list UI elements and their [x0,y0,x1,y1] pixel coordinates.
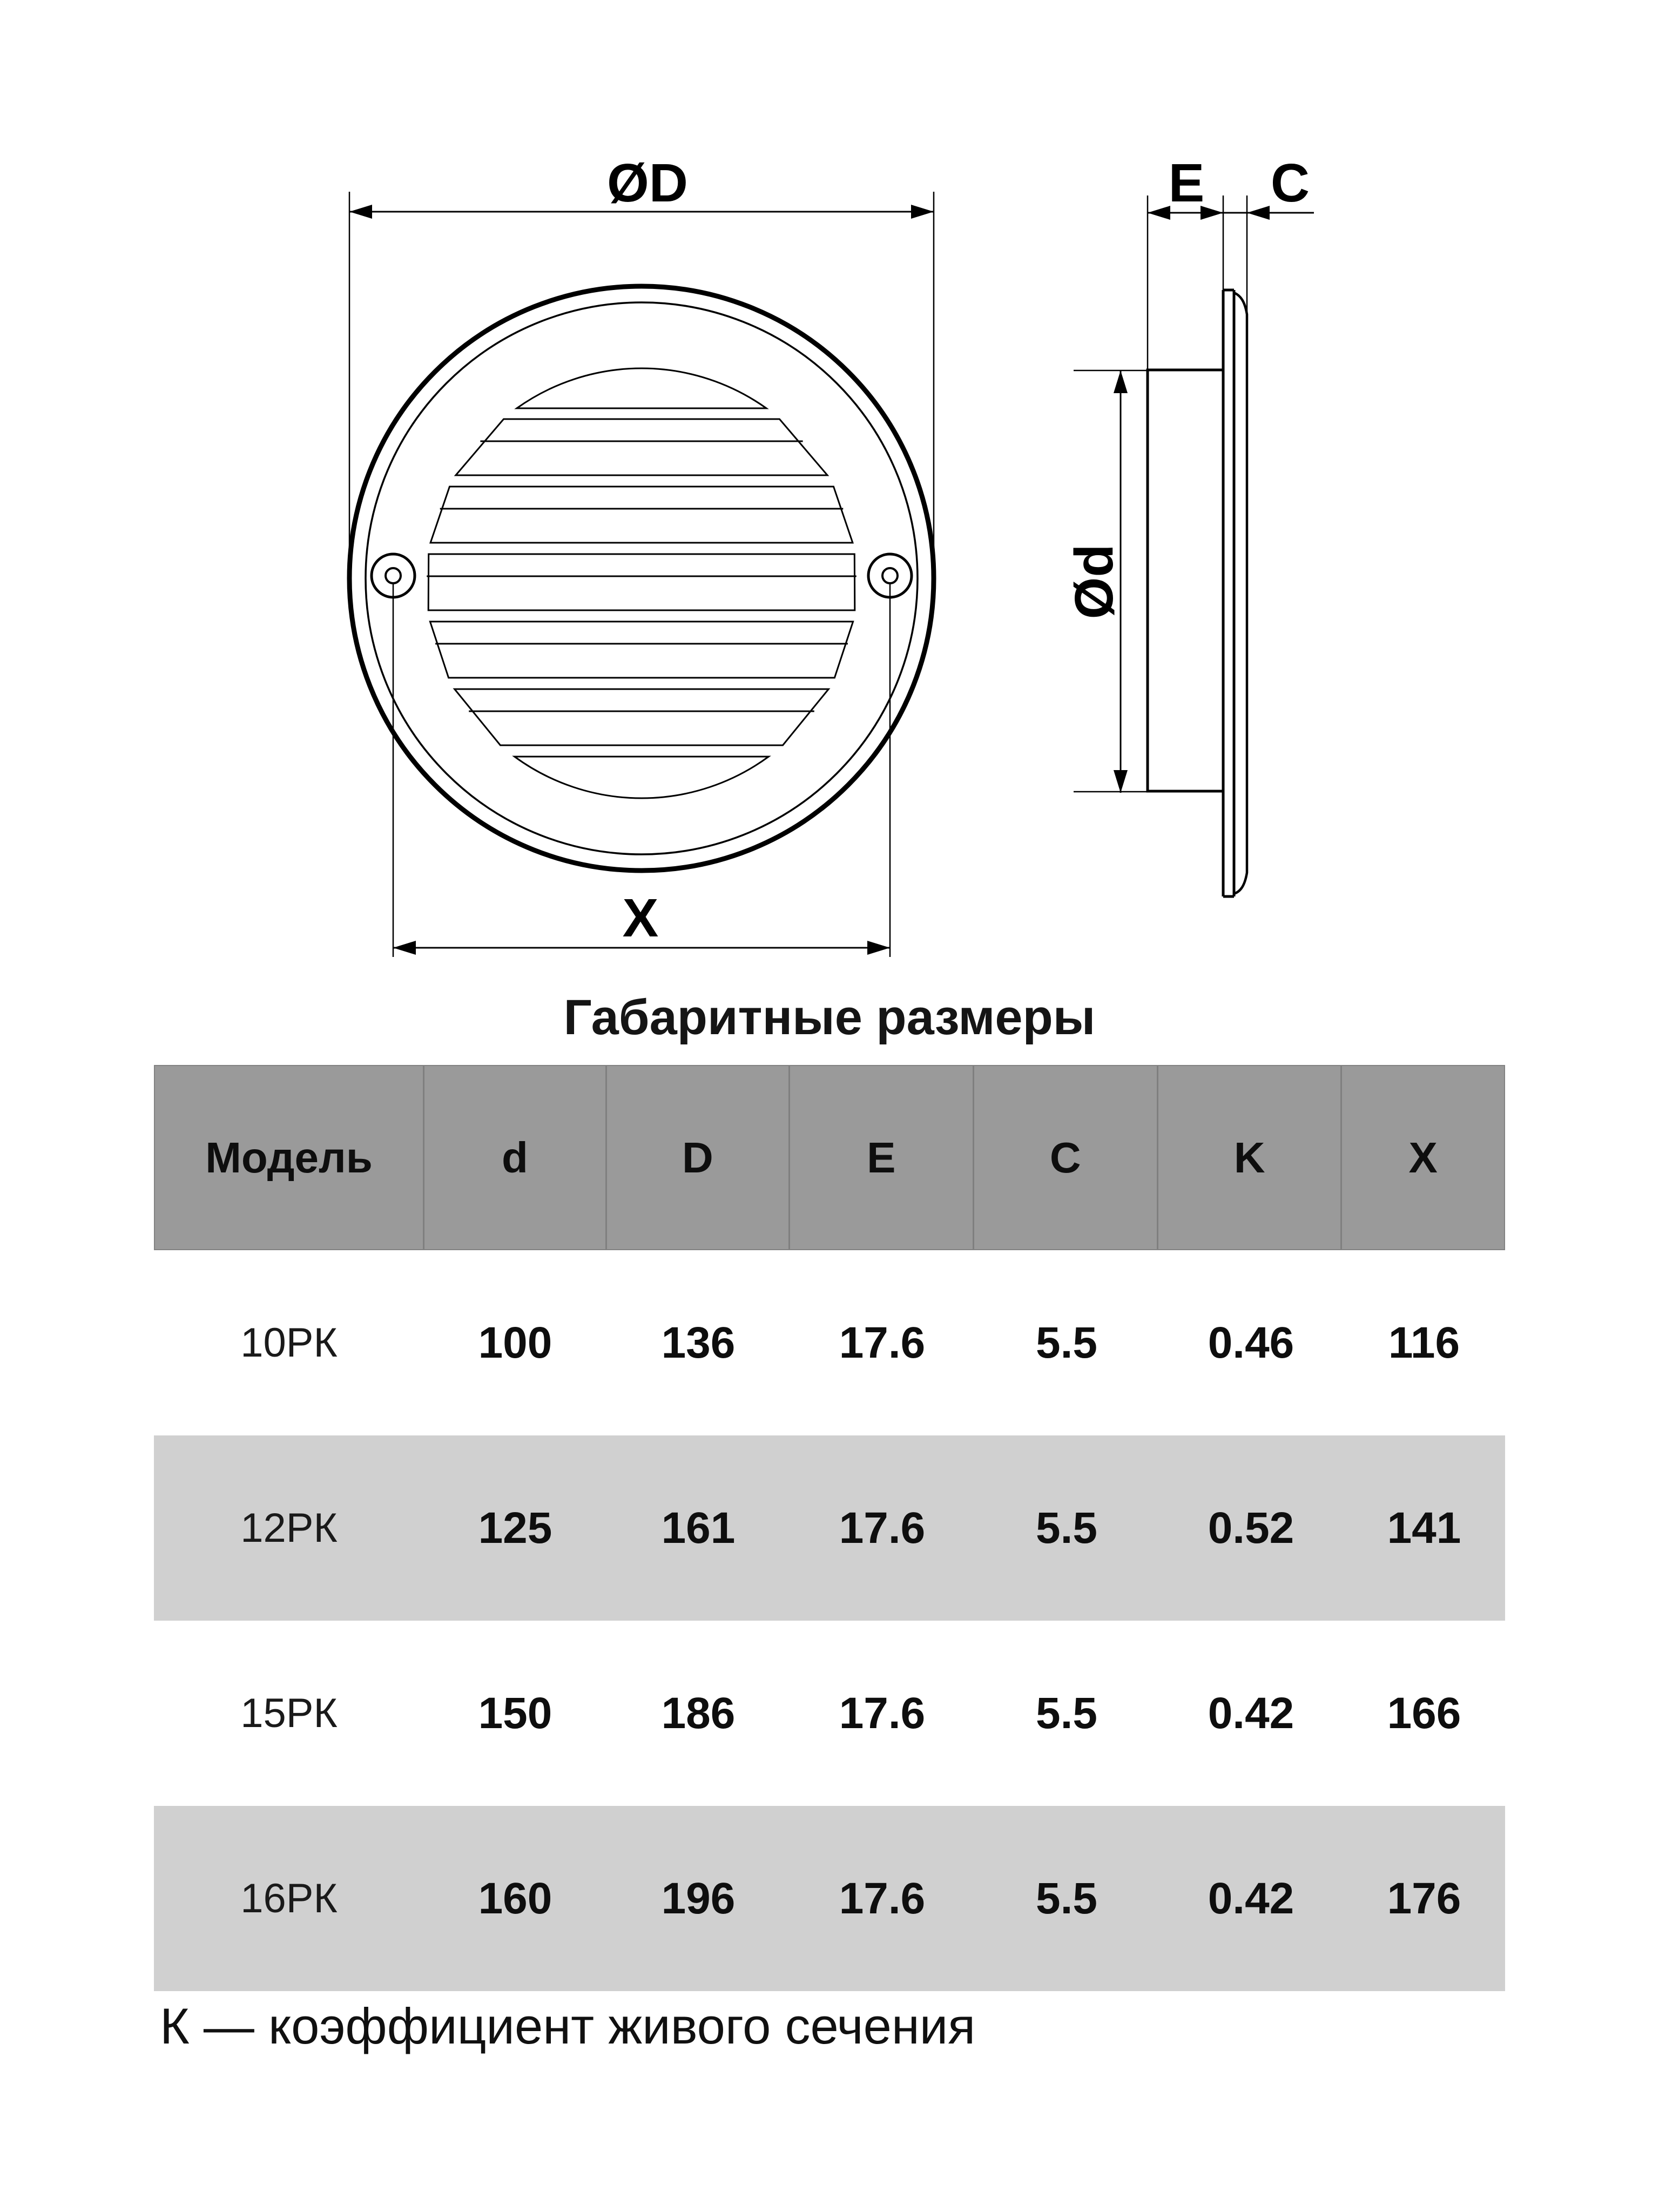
value-cell: 196 [661,1873,736,1923]
value-cell: 17.6 [839,1688,926,1738]
value-cell: 17.6 [839,1318,926,1367]
grille-technical-drawing [0,0,1659,999]
dimensions-table [154,1065,1505,1991]
value-cell: 0.42 [1208,1873,1294,1923]
value-cell: 5.5 [1036,1873,1097,1923]
column-header-C: C [974,1066,1158,1249]
louver-slat [430,622,853,678]
column-header-X: X [1408,1133,1438,1182]
value-cell: 0.52 [1208,1503,1294,1553]
value-cell: 5.5 [1036,1318,1097,1367]
value-cell: 166 [1387,1688,1461,1738]
table-row [154,1435,1505,1621]
louver-cap-top [517,368,766,408]
louver-grille [427,368,857,798]
coefficient-note: К — коэффициент живого сечения [160,1998,976,2054]
table-row [154,1250,1505,1435]
column-header-model: Модель [155,1066,424,1249]
label-outer-diameter: ØD [607,153,688,213]
column-header-D: D [607,1066,790,1249]
table-header-row [154,1065,1505,1250]
inner-rim-circle [366,302,918,854]
value-cell: 141 [1387,1503,1461,1553]
louver-slat [455,689,829,745]
value-cell: 116 [1388,1318,1460,1367]
value-cell: 161 [661,1503,736,1553]
louver-cap-bottom [515,757,769,798]
flange-profile [1223,290,1247,896]
value-cell: 125 [478,1503,552,1553]
outer-rim-circle [349,286,934,871]
louver-slat [456,419,827,475]
column-header-E: E [790,1066,974,1249]
front-view [349,192,934,957]
value-cell: 0.46 [1208,1318,1294,1367]
value-cell: 150 [478,1688,552,1738]
collar-profile [1148,370,1223,791]
value-cell: 5.5 [1036,1503,1097,1553]
value-cell: 0.42 [1208,1688,1294,1738]
dimension-outer-diameter [349,192,934,579]
table-row [154,1806,1505,1991]
value-cell: 186 [661,1688,736,1738]
label-collar-depth: E [1168,153,1205,213]
column-header-K: K [1158,1066,1342,1249]
table-row [154,1621,1505,1806]
model-cell: 10РК [240,1320,338,1366]
value-cell: 17.6 [839,1873,926,1923]
value-cell: 17.6 [839,1503,926,1553]
table-title: Габаритные размеры [563,990,1096,1045]
value-cell: 160 [478,1873,552,1923]
label-inner-diameter: Ød [1064,544,1124,619]
label-flange-thickness: C [1270,153,1310,213]
value-cell: 176 [1387,1873,1461,1923]
label-mounting-distance: X [622,888,659,948]
value-cell: 100 [478,1318,552,1367]
louver-slat [430,487,853,543]
louver-slat [428,554,855,610]
model-cell: 16РК [240,1876,338,1921]
value-cell: 136 [661,1318,736,1367]
dimension-depth-thickness [1148,195,1314,370]
model-cell: 15РК [240,1690,338,1736]
column-header-d: d [424,1066,606,1249]
value-cell: 5.5 [1036,1688,1097,1738]
model-cell: 12РК [240,1505,338,1551]
